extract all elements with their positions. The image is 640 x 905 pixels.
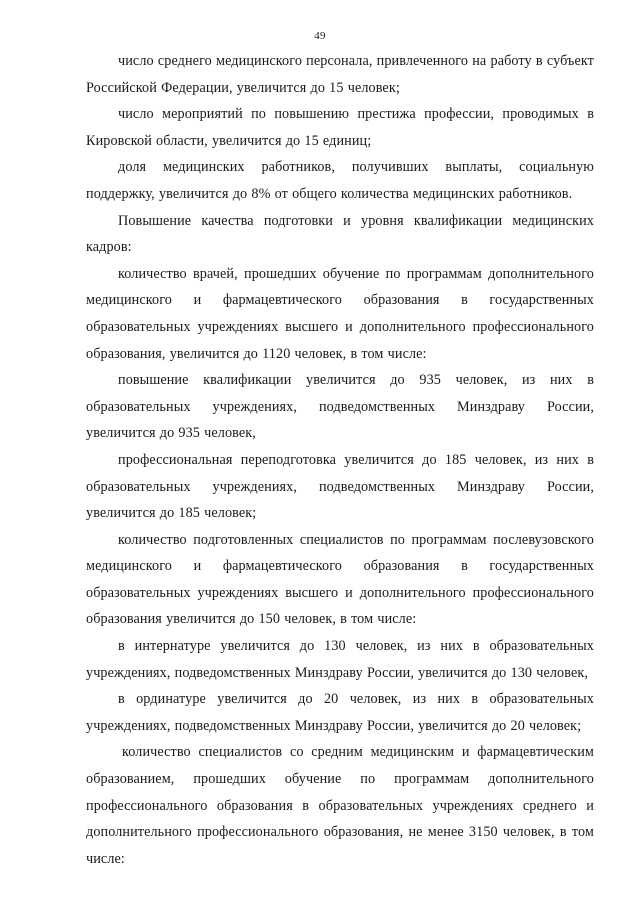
document-body — [86, 48, 594, 872]
paragraph-prestige-events: число мероприятий по повышению престижа профессии, проводимых в Кировской области, увеличится до 15 единиц; — [86, 106, 594, 149]
paragraph-residency: в ординатуре увеличится до 20 человек, из них в образовательных учреждениях, подведомственных Минздраву России, увеличится до 20 человек; — [86, 691, 594, 734]
page-number: 49 — [314, 30, 326, 42]
paragraph-internship: в интернатуре увеличится до 130 человек, из них в образовательных учреждениях, подведомственных Минздраву России, увеличится до 130 человек, — [86, 638, 594, 681]
paragraph-secondary-medical-staff: количество специалистов со средним медицинским и фармацевтическим образованием, прошедших обучение по программам дополнительного профессионального образования в образовательных учреждениях среднего и дополнительного профессионального образования, не менее 3150 человек, в том числе: — [86, 744, 594, 867]
paragraph-advanced-training: повышение квалификации увеличится до 935 человек, из них в образовательных учреждениях, подведомственных Минздраву России, увеличится до 935 человек, — [86, 372, 594, 442]
paragraph-qualification-heading: Повышение качества подготовки и уровня квалификации медицинских кадров: — [86, 212, 594, 256]
paragraph-postgraduate-specialists: количество подготовленных специалистов по программам послевузовского медицинского и фармацевтического образования в государственных образовательных учреждениях высшего и дополнительного профессионального образования увеличится до 150 человек, в том числе: — [86, 531, 594, 628]
paragraph-doctors-trained: количество врачей, прошедших обучение по программам дополнительного медицинского и фармацевтического образования в государственных образовательных учреждениях высшего и дополнительного профессионального образования, увеличится до 1120 человек, в том числе: — [86, 265, 594, 362]
paragraph-retraining: профессиональная переподготовка увеличится до 185 человек, из них в образовательных учреждениях, подведомственных Минздраву России, увеличится до 185 человек; — [86, 451, 594, 522]
paragraph-social-support-share: доля медицинских работников, получивших выплаты, социальную поддержку, увеличится до 8% от общего количества медицинских работников. — [86, 159, 594, 202]
paragraph-medical-staff-attracted: число среднего медицинского персонала, привлеченного на работу в субъект Российской Федерации, увеличится до 15 человек; — [86, 53, 594, 96]
